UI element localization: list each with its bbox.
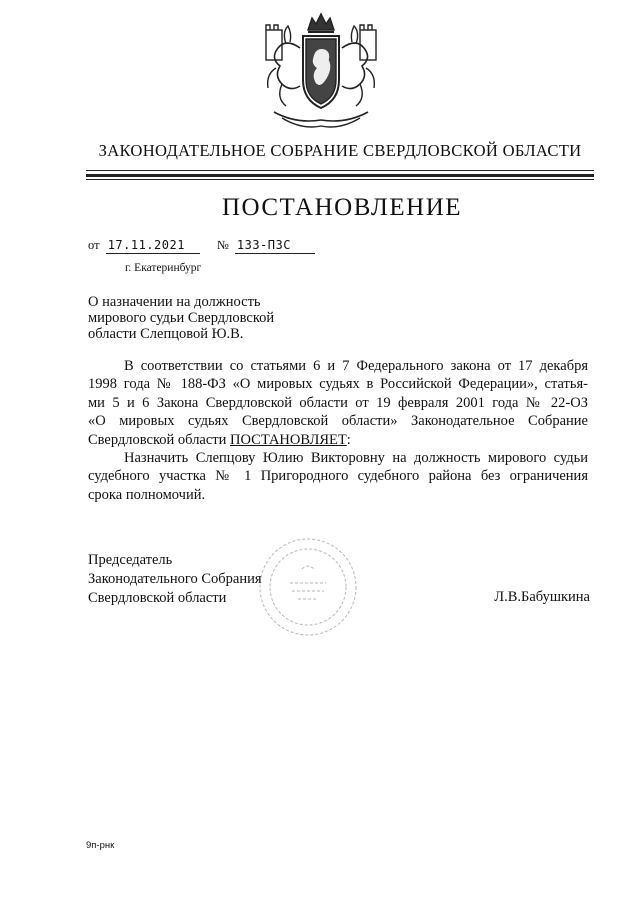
- signer-title: [88, 551, 262, 608]
- header-rule: [86, 170, 594, 171]
- document-date: 17.11.2021: [106, 238, 200, 254]
- subject-line: О назначении на должность: [88, 294, 261, 310]
- last-line-prefix: Свердловской области: [88, 431, 231, 448]
- decision-word: ПОСТАНОВЛЯЕТ: [230, 431, 347, 448]
- paragraph-line: 1998 года № 188-ФЗ «О мировых судьях в Российской Федерации», статья-: [88, 376, 588, 393]
- paragraph-line: ми 5 и 6 Закона Свердловской области от 19 февраля 2001 года № 22-ОЗ: [88, 394, 588, 411]
- paragraph-line: [88, 431, 588, 449]
- header-rule: [86, 179, 594, 180]
- last-line-suffix: :: [346, 431, 351, 448]
- subject-line: области Слепцовой Ю.В.: [88, 326, 244, 342]
- document-subject: [88, 294, 274, 342]
- body-paragraph-basis: [88, 357, 588, 449]
- organization-title: ЗАКОНОДАТЕЛЬНОЕ СОБРАНИЕ СВЕРДЛОВСКОЙ ОБЛАСТИ: [98, 141, 582, 160]
- paragraph-line: судебного участка № 1 Пригородного судебного района без ограничения: [88, 468, 588, 485]
- body-paragraph-decision: [88, 449, 588, 504]
- subject-line: мирового судьи Свердловской: [88, 310, 275, 326]
- number-prefix: №: [216, 238, 229, 252]
- signer-title-line: Свердловской области: [88, 590, 227, 606]
- paragraph-line: В соответствии со статьями 6 и 7 Федерального закона от 17 декабря: [124, 358, 588, 374]
- coat-of-arms-icon: [256, 8, 386, 133]
- signer-title-line: Председатель: [88, 552, 173, 568]
- date-prefix: от: [88, 238, 100, 252]
- paragraph-line: срока полномочий.: [88, 486, 206, 503]
- document-city: г. Екатеринбург: [125, 262, 202, 274]
- header-rule: [86, 174, 594, 177]
- signer-name: Л.В.Бабушкина: [494, 589, 590, 605]
- footer-code: 9п-рнк: [86, 840, 115, 851]
- signer-title-line: Законодательного Собрания: [88, 571, 262, 587]
- paragraph-line: «О мировых судьях Свердловской области» Законодательное Собрание: [88, 413, 588, 430]
- paragraph-line: Назначить Слепцову Юлию Викторовну на должность мирового судьи: [124, 450, 588, 466]
- date-number-line: [88, 238, 315, 254]
- seal-stamp-icon: [250, 525, 360, 645]
- document-number: 133-ПЗС: [235, 238, 315, 254]
- document-type-title: ПОСТАНОВЛЕНИЕ: [221, 194, 463, 221]
